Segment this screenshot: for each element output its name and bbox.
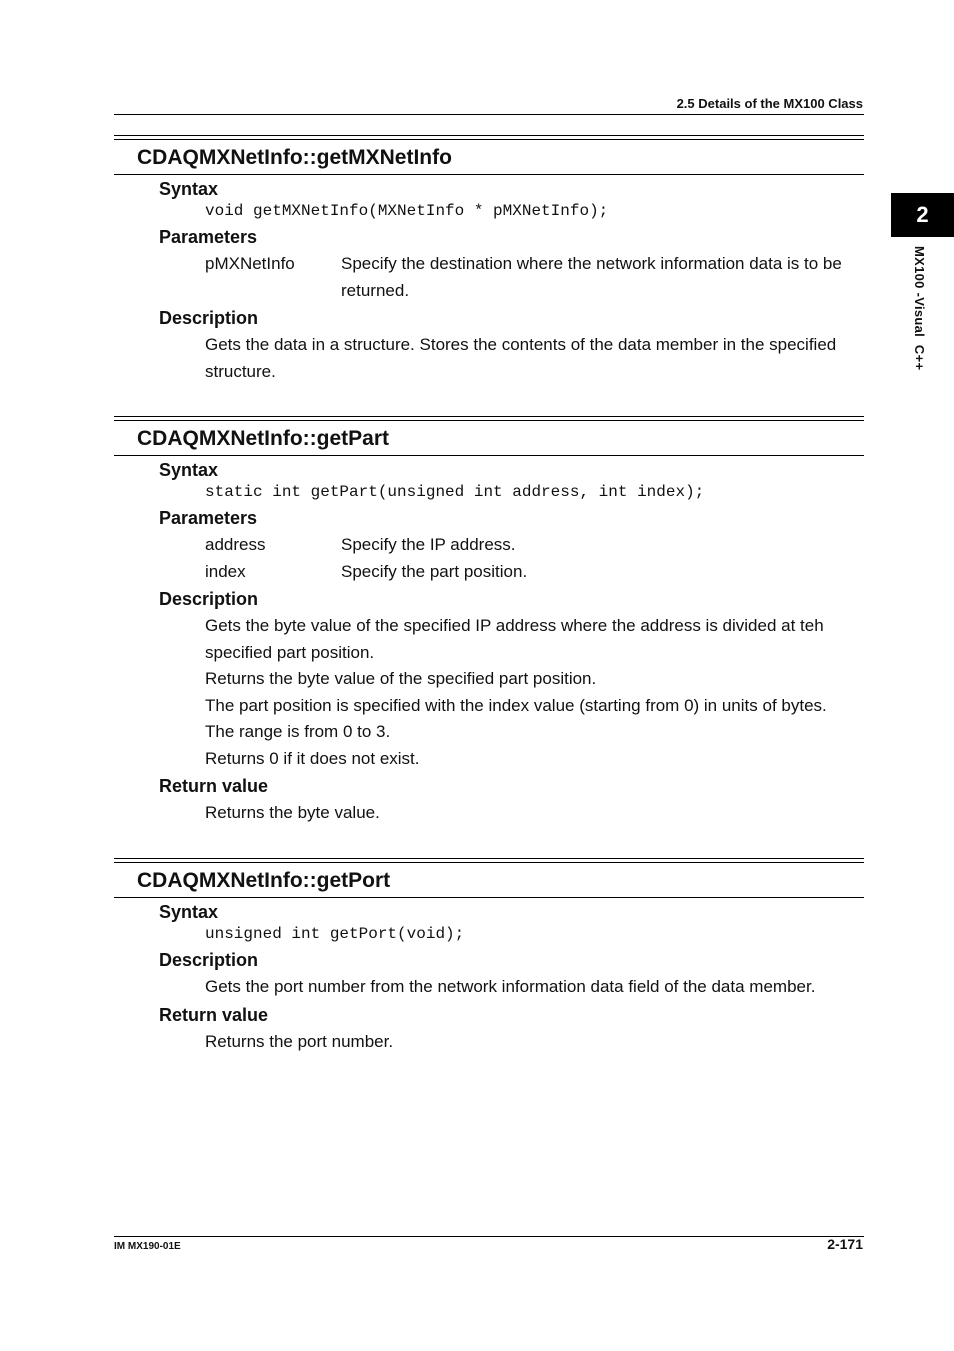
running-header: 2.5 Details of the MX100 Class bbox=[676, 96, 863, 111]
parameter-name: address bbox=[205, 535, 266, 554]
syntax-code: unsigned int getPort(void); bbox=[205, 925, 465, 943]
chapter-label: MX100 -Visual C++ bbox=[912, 246, 927, 371]
syntax-code: void getMXNetInfo(MXNetInfo * pMXNetInfo); bbox=[205, 202, 609, 220]
description-line: Gets the byte value of the specified IP address where the address is divided at teh specified part position. bbox=[205, 616, 824, 662]
parameters-heading: Parameters bbox=[159, 508, 258, 528]
parameter-description: Specify the part position. bbox=[341, 561, 528, 581]
syntax-code: static int getPart(unsigned int address, int index); bbox=[205, 483, 705, 501]
description-heading: Description bbox=[159, 950, 259, 970]
return-value: Returns the port number. bbox=[205, 1031, 394, 1051]
parameter-row bbox=[114, 251, 864, 304]
section-title: CDAQMXNetInfo::getMXNetInfo bbox=[114, 140, 864, 175]
return-value: Returns the byte value. bbox=[205, 803, 380, 822]
section-getport bbox=[114, 858, 864, 1055]
description-line: Returns the byte value of the specified part position. bbox=[205, 669, 597, 688]
description-line: The range is from 0 to 3. bbox=[205, 722, 391, 741]
syntax-heading: Syntax bbox=[159, 902, 219, 922]
section-title: CDAQMXNetInfo::getPort bbox=[114, 863, 864, 898]
footer-rule bbox=[114, 1236, 864, 1237]
section-title: CDAQMXNetInfo::getPart bbox=[114, 421, 864, 456]
parameter-row bbox=[114, 559, 864, 586]
description-line: Gets the data in a structure. Stores the contents of the data member in the specified structure. bbox=[205, 335, 837, 381]
return-heading: Return value bbox=[159, 1004, 269, 1025]
return-heading: Return value bbox=[159, 776, 269, 796]
syntax-heading: Syntax bbox=[159, 179, 219, 199]
chapter-tab[interactable]: 2 bbox=[891, 193, 954, 237]
parameter-description: Specify the destination where the network information data is to be returned. bbox=[341, 254, 842, 300]
document-id: IM MX190-01E bbox=[114, 1241, 181, 1252]
description-line: Gets the port number from the network information data field of the data member. bbox=[205, 977, 816, 996]
description-line: Returns 0 if it does not exist. bbox=[205, 748, 420, 768]
description-heading: Description bbox=[159, 589, 259, 609]
description-line: The part position is specified with the index value (starting from 0) in units of bytes. bbox=[205, 695, 827, 715]
header-rule bbox=[114, 114, 864, 115]
parameter-name: pMXNetInfo bbox=[205, 254, 295, 273]
description-heading: Description bbox=[159, 308, 259, 328]
page-number: 2-171 bbox=[827, 1236, 863, 1252]
syntax-heading: Syntax bbox=[159, 460, 219, 480]
parameter-row bbox=[114, 532, 864, 559]
section-getmxnetinfo bbox=[114, 135, 864, 385]
parameter-description: Specify the IP address. bbox=[341, 535, 516, 554]
parameters-heading: Parameters bbox=[159, 227, 258, 247]
parameter-name: index bbox=[205, 561, 246, 581]
section-getpart bbox=[114, 416, 864, 827]
